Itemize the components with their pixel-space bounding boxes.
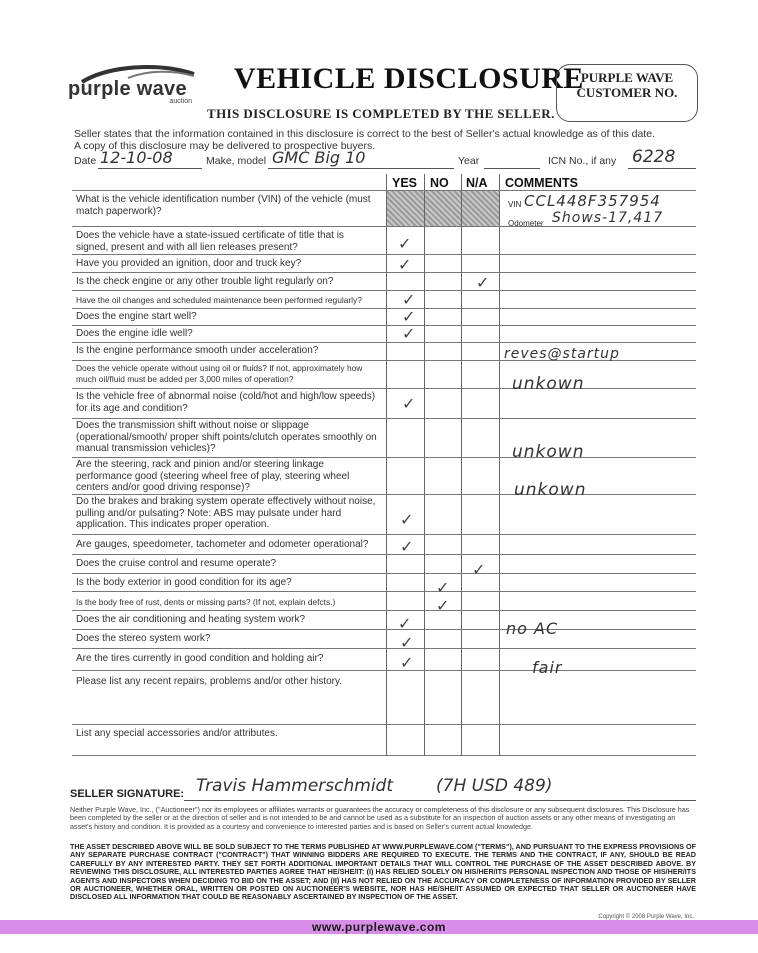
intro-line1: Seller states that the information contained in this disclosure is correct to the best of Seller's actual knowledge as of this date. xyxy=(74,128,655,140)
seller-signature-field[interactable]: Travis Hammerschmidt xyxy=(196,776,394,796)
question-oil-fluids: Does the vehicle operate without using oil or fluids? If not, approximately how much oil/fluid must be added per 3,000 miles of operation? xyxy=(76,363,363,384)
question-recent-repairs: Please list any recent repairs, problems and/or other history. xyxy=(76,676,343,687)
comment-steering[interactable]: unkown xyxy=(514,480,587,500)
icn-field[interactable]: 6228 xyxy=(632,147,676,167)
checkmark-icon[interactable]: ✓ xyxy=(398,614,412,633)
question-transmission: Does the transmission shift without noise or slippage (operational/smooth/ proper shift points/clutch operates smoothly on manual transmission vehicles)? xyxy=(76,420,377,454)
year-label: Year xyxy=(458,155,480,167)
comment-transmission[interactable]: unkown xyxy=(512,442,585,462)
question-title: Does the vehicle have a state-issued certificate of title that is signed, present and with all lien releases present? xyxy=(76,230,344,253)
legal-terms-text: THE ASSET DESCRIBED ABOVE WILL BE SOLD SUBJECT TO THE TERMS PUBLISHED AT WWW.PURPLEWAVE.COM ("TERMS"), AND PURSUANT TO THE EXPRESS PROVISIONS OF ANY SEPARATE PURCHASE CONTRACT ("CONTRACT") THAT WINNING BIDDERS ARE REQUIRED TO EXECUTE. THE TERMS AND THE CONTRACT, IF ANY, SHOULD BE READ CAREFULLY BY ANY INTERESTED PARTY. THEY SET FORTH ADDITIONAL IMPORTANT DETAILS THAT WILL CONTROL THE PURCHASE OF THE ASSET DESCRIBED ABOVE. BY REVIEWING THIS DISCLOSURE, ALL INTERESTED PARTIES AGREE THAT HE/SHE/IT: (I) HAS RELIED SOLELY ON HIS/HER/ITS PERSONAL INSPECTION AND THOSE OF HIS/HER/ITS AGENTS AND INSPECTORS WHEN DECIDING TO BID ON THE ASSET; AND (II) HAS NOT RELIED ON THE ACCURACY OR COMPLETENESS OF INFORMATION PROVIDED BY SELLER OR AUCTIONEER, WHETHER ORAL, WRITTEN OR POSTED ON AUCTIONEER'S WEBSITE, NOR HAS HE/SHE/IT ASSUMED OR EXPECTED THAT SELLER OR AUCTIONEER HAVE DISCLOSED ALL INFORMATION THAT COULD BE REASONABLY ASCERTAINED BY INSPECTION OF THE ASSET. xyxy=(70,842,696,902)
question-body-rust: Is the body free of rust, dents or missing parts? (If not, explain defcts.) xyxy=(76,597,336,607)
question-check-engine: Is the check engine or any other trouble light regularly on? xyxy=(76,276,334,287)
date-field[interactable]: 12-10-08 xyxy=(100,148,173,167)
col-header-no: NO xyxy=(430,176,449,190)
icn-underline xyxy=(628,168,696,169)
disclaimer-text: Neither Purple Wave, Inc., ("Auctioneer") nor its employees or affiliates warrants or guarantees the accuracy or completeness of this disclosure or any subsequent disclosures. This Disclosure has been completed by the seller or at the direction of seller and is not intended to be and cannot be used as a substitute for an inspection of auction assets or any other means of investigating an asset's history and condition. It is provided as a courtesy and convenience to interested parties and is based on Seller's current actual knowledge. xyxy=(70,805,690,831)
question-oil-changes: Have the oil changes and scheduled maintenance been performed regularly? xyxy=(76,295,362,305)
make-label: Make, model xyxy=(206,155,267,167)
footer-url-bar[interactable]: www.purplewave.com xyxy=(0,920,758,934)
logo-subtext: auction xyxy=(169,98,192,105)
col-divider-comments xyxy=(499,174,500,756)
logo-text: purple wave xyxy=(68,78,187,100)
question-engine-start: Does the engine start well? xyxy=(76,311,197,322)
question-abnormal-noise: Is the vehicle free of abnormal noise (cold/hot and high/low speeds) for its age and condition? xyxy=(76,391,376,414)
customer-box-line1: PURPLE WAVE xyxy=(580,70,674,85)
question-stereo: Does the stereo system work? xyxy=(76,633,211,644)
comment-tires[interactable]: fair xyxy=(532,658,563,677)
checkmark-icon[interactable]: ✓ xyxy=(400,633,414,652)
seller-signature-extra: (7H USD 489) xyxy=(436,776,553,796)
checkmark-icon[interactable]: ✓ xyxy=(400,537,414,556)
checkmark-icon[interactable]: ✓ xyxy=(476,273,490,292)
checkmark-icon[interactable]: ✓ xyxy=(398,255,412,274)
seller-signature-label: SELLER SIGNATURE: xyxy=(70,788,185,800)
date-label: Date xyxy=(74,155,97,167)
question-brakes: Do the brakes and braking system operate effectively without noise, pulling and/or pulsating? Note: ABS may pulsate under hard application. This indicates proper operation. xyxy=(76,496,376,530)
question-tires: Are the tires currently in good condition and holding air? xyxy=(76,653,324,664)
checkmark-icon[interactable]: ✓ xyxy=(400,653,414,672)
odometer-label: Odometer xyxy=(508,219,544,228)
checkmark-icon[interactable]: ✓ xyxy=(436,578,450,597)
col-header-comments: COMMENTS xyxy=(505,176,578,190)
disclosure-table xyxy=(72,174,696,756)
intro-line2: A copy of this disclosure may be delivered to prospective buyers. xyxy=(74,140,376,152)
question-accessories: List any special accessories and/or attributes. xyxy=(76,728,278,739)
comment-engine-performance[interactable]: reves@startup xyxy=(504,346,620,362)
customer-box-line2: CUSTOMER NO. xyxy=(576,85,678,100)
question-gauges: Are gauges, speedometer, tachometer and odometer operational? xyxy=(76,539,369,550)
col-divider-na xyxy=(461,174,462,756)
checkmark-icon[interactable]: ✓ xyxy=(402,324,416,343)
page-title: VEHICLE DISCLOSURE xyxy=(234,62,584,95)
make-underline xyxy=(268,168,454,169)
checkmark-icon[interactable]: ✓ xyxy=(472,560,486,579)
comment-oil-fluids[interactable]: unkown xyxy=(512,374,585,394)
question-vin: What is the vehicle identification number (VIN) of the vehicle (must match paperwork)? xyxy=(76,194,371,217)
odometer-field[interactable]: Shows-17,417 xyxy=(552,210,664,226)
checkmark-icon[interactable]: ✓ xyxy=(402,307,416,326)
year-field[interactable] xyxy=(484,168,540,169)
col-divider-no xyxy=(424,174,425,756)
vin-field[interactable]: CCL448F357954 xyxy=(524,192,661,210)
vin-shaded-cells xyxy=(386,190,499,226)
checkmark-icon[interactable]: ✓ xyxy=(402,394,416,413)
question-steering: Are the steering, rack and pinion and/or steering linkage performance good (steering wheel free of play, steering wheel centers and/or good driving response)? xyxy=(76,459,350,493)
vin-label: VIN xyxy=(508,200,522,209)
signature-underline xyxy=(184,800,696,801)
checkmark-icon[interactable]: ✓ xyxy=(398,234,412,253)
copyright-text: Copyright © 2008 Purple Wave, Inc. xyxy=(598,914,694,920)
purple-wave-logo xyxy=(68,64,198,108)
checkmark-icon[interactable]: ✓ xyxy=(436,596,450,615)
date-underline xyxy=(98,168,202,169)
question-keys: Have you provided an ignition, door and truck key? xyxy=(76,258,302,269)
checkmark-icon[interactable]: ✓ xyxy=(400,510,414,529)
customer-number-box[interactable] xyxy=(556,64,698,122)
question-cruise-control: Does the cruise control and resume operate? xyxy=(76,558,277,569)
icn-label: ICN No., if any xyxy=(548,155,617,167)
col-divider-yes xyxy=(386,174,387,756)
page-subtitle: THIS DISCLOSURE IS COMPLETED BY THE SELLER. xyxy=(207,106,555,121)
question-air-conditioning: Does the air conditioning and heating system work? xyxy=(76,614,306,625)
col-header-na: N/A xyxy=(466,176,488,190)
question-engine-performance: Is the engine performance smooth under acceleration? xyxy=(76,345,319,356)
checkmark-icon[interactable]: ✓ xyxy=(402,290,416,309)
make-model-field[interactable]: GMC Big 10 xyxy=(272,148,366,167)
question-engine-idle: Does the engine idle well? xyxy=(76,328,193,339)
comment-air-conditioning[interactable]: no AC xyxy=(506,619,559,638)
question-body-exterior: Is the body exterior in good condition for its age? xyxy=(76,577,292,588)
col-header-yes: YES xyxy=(392,176,418,190)
